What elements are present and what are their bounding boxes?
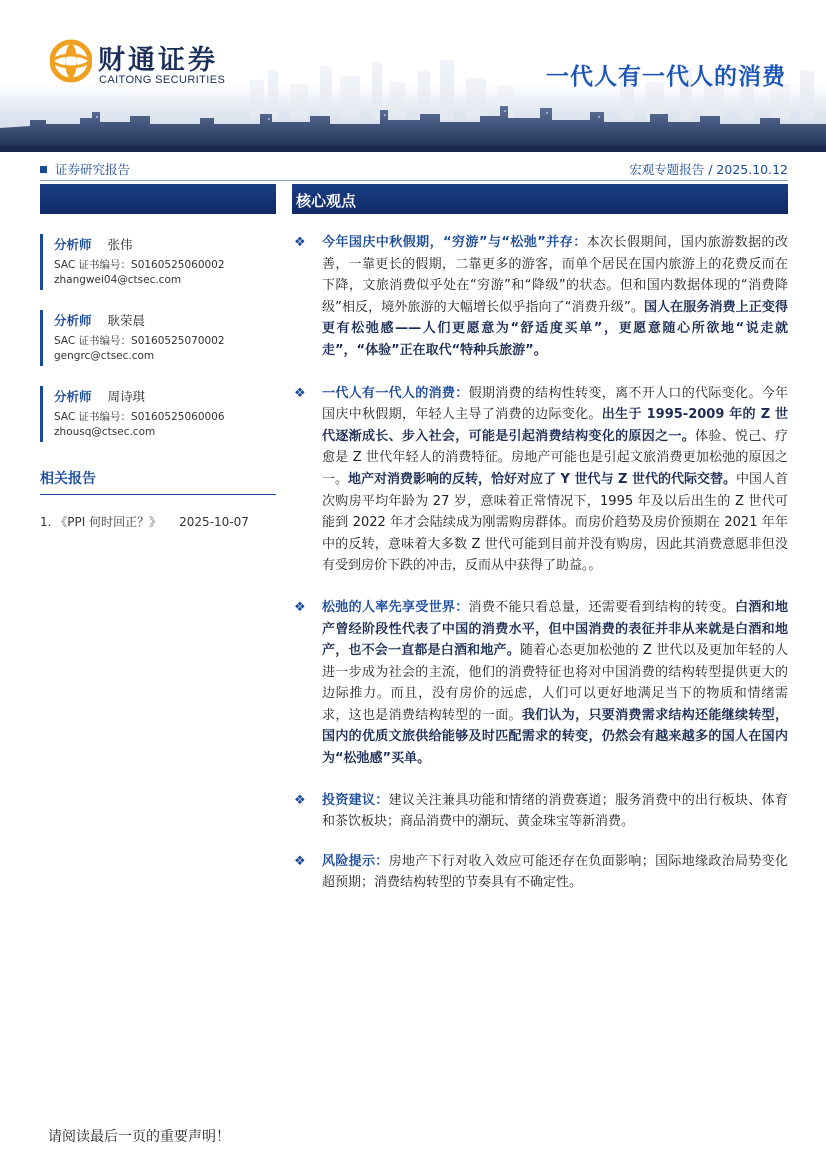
section-title: 核心观点 <box>292 184 788 214</box>
logo-english-name: CAITONG SECURITIES <box>99 74 226 86</box>
key-point-heading: 一代人有一代人的消费： <box>322 385 469 401</box>
analyst-role: 分析师 <box>54 313 92 328</box>
analyst-name: 张伟 <box>107 237 133 252</box>
key-point-text: 房地产下行对收入效应可能还存在负面影响；国际地缘政治局势变化超预期；消费结构转型的节奏具有不确定性。 <box>322 853 788 891</box>
key-point <box>292 790 788 833</box>
key-point-emphasis: 白酒和地产曾经阶段性代表了中国的消费水平，但中国消费的表征并非从来就是白酒和地产，也不会一直都是白酒和地产。 <box>322 599 788 659</box>
report-type-label <box>40 160 130 178</box>
report-category-date: 宏观专题报告 / 2025.10.12 <box>629 162 788 177</box>
analyst-role: 分析师 <box>54 389 92 404</box>
analyst-role: 分析师 <box>54 237 92 252</box>
related-report-label[interactable]: 1. 《PPI 何时回正？》 <box>40 515 162 529</box>
key-point-text: 随着心态更加松弛的 Z 世代以及更加年轻的人进一步成为社会的主流，他们的消费特征也将对中国消费的结构转型提供更大的边际推力。而且，没有房价的远虑，人们可以更好地满足当下的物质和情绪需求，这也是消费结构转型的一面。 <box>322 643 788 723</box>
diamond-bullet-icon: ❖ <box>294 599 306 615</box>
sidebar <box>40 184 276 530</box>
key-point-text: 本次长假期间，国内旅游数据的改善，一靠更长的假期，二靠更多的游客，而单个居民在国内旅游上的花费反而在下降，文旅消费似乎处在“穷游”和“降级”的状态。但和国内数据体现的“消费降级”相反，境外旅游的大幅增长似乎指向了“消费升级”。 <box>322 235 788 315</box>
related-report-date: 2025-10-07 <box>179 515 249 529</box>
disclaimer-note: 请阅读最后一页的重要声明！ <box>48 1129 230 1145</box>
analyst-name: 耿荣晨 <box>107 313 146 328</box>
caitong-logo <box>50 36 250 92</box>
key-point <box>292 851 788 894</box>
key-point-heading: 风险提示： <box>322 853 389 869</box>
analyst-sac-number: SAC 证书编号：S0160525070002 <box>54 335 225 347</box>
key-point-text: 假期消费的结构性转变，离不开人口的代际变化。今年国庆中秋假期，年轻人主导了消费的边际变化。 <box>322 385 788 423</box>
main-content <box>292 184 788 894</box>
key-point-text: 建议关注兼具功能和情绪的消费赛道；服务消费中的出行板块、体育和茶饮板块；商品消费中的潮玩、黄金珠宝等新消费。 <box>322 792 788 830</box>
key-point <box>292 383 788 577</box>
analyst-email[interactable]: zhangwei04@ctsec.com <box>54 274 182 286</box>
diamond-bullet-icon: ❖ <box>294 792 306 808</box>
key-point-emphasis: 国人在服务消费上正变得更有松弛感——人们更愿意为“舒适度买单”，更愿意随心所欲地“说走就走”，“体验”正在取代“特种兵旅游”。 <box>322 299 788 358</box>
analyst-card <box>40 234 276 290</box>
key-point-text: 中国人首次购房平均年龄为 27 岁，意味着正常情况下，1995 年及以后出生的 Z 世代可能到 2022 年才会陆续成为刚需购房群体。而房价趋势及房价预期在 2021 年年中的反转，意味着大多数 Z 世代可能到目前并没有购房，因此其消费意愿非但没有受到房价下跌的冲击，反而从中获得了助益。。 <box>322 471 788 574</box>
key-point-heading: 今年国庆中秋假期，“穷游”与“松弛”并存： <box>322 235 587 250</box>
key-point-text: 消费不能只看总量，还需要看到结构的转变。 <box>468 599 735 615</box>
diamond-bullet-icon: ❖ <box>294 853 306 869</box>
report-subbar <box>40 158 788 178</box>
square-bullet-icon <box>40 166 47 173</box>
analyst-sac-number: SAC 证书编号：S0160525060006 <box>54 411 225 423</box>
analyst-name: 周诗琪 <box>107 389 146 404</box>
caitong-logo-icon <box>50 38 92 84</box>
logo-chinese-name: 财通证券 <box>98 45 218 76</box>
divider <box>40 180 788 181</box>
key-point-emphasis: 地产对消费影响的反转，恰好对应了 Y 世代与 Z 世代的代际交替。 <box>348 471 736 487</box>
diamond-bullet-icon: ❖ <box>294 235 306 250</box>
analyst-email[interactable]: gengrc@ctsec.com <box>54 350 155 362</box>
analyst-card <box>40 310 276 366</box>
report-header <box>0 0 826 152</box>
analyst-sac-number: SAC 证书编号：S0160525060002 <box>54 259 225 271</box>
report-type-text: 证券研究报告 <box>55 162 131 177</box>
key-point <box>292 232 788 362</box>
key-point-heading: 松弛的人率先享受世界： <box>322 599 469 615</box>
report-title: 一代人有一代人的消费 <box>546 64 786 90</box>
sidebar-header-bar <box>40 184 276 214</box>
analyst-email[interactable]: zhousq@ctsec.com <box>54 426 156 438</box>
key-point-emphasis: 我们认为，只要消费需求结构还能继续转型，国内的优质文旅供给能够及时匹配需求的转变，仍然会有越来越多的国人在国内为“松弛感”买单。 <box>322 707 788 767</box>
related-report-item[interactable] <box>40 513 276 530</box>
key-point-heading: 投资建议： <box>322 792 389 808</box>
key-point <box>292 597 788 770</box>
analyst-card <box>40 386 276 442</box>
key-point-text: 体验、悦己、疗愈是 Z 世代年轻人的消费特征。房地产可能也是引起文旅消费更加松弛的原因之一。 <box>322 428 788 487</box>
diamond-bullet-icon: ❖ <box>294 385 306 401</box>
related-reports-title: 相关报告 <box>40 468 276 495</box>
key-point-emphasis: 出生于 1995-2009 年的 Z 世代逐渐成长、步入社会，可能是引起消费结构变化的原因之一。 <box>322 407 788 444</box>
